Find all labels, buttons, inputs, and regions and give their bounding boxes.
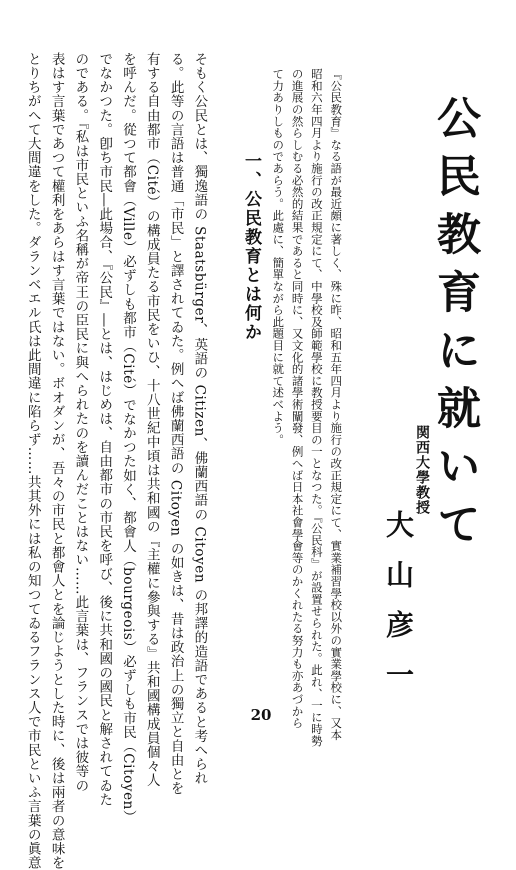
intro-line: の進展の然らしむる必然的結果であると同時に、又文化的諸學術闡發、例へば日本社會學會等のかくれたる努力も亦あづから (290, 68, 305, 729)
author-affiliation: 関西大學教授 (414, 425, 430, 515)
body-line: 表はす言葉であつて權利をあらはす言葉ではない。ボオダンが、吾々の市民と都會人とを論じようとした時に、後は兩者の意味を (48, 52, 65, 870)
author-name: 大山彦一 (382, 510, 415, 710)
section-heading: 一、公民教育とは何か (241, 152, 261, 342)
body-line: のである。『私は市民といふ名稱が帝王の臣民に與へられたのを讀んだことはない……此言葉は、フランスでは彼等の (72, 52, 89, 793)
body-line: そもく公民とは、獨逸語の Staatsbürger、英語の Citizen、佛蘭西語の Citoyen の邦譯的造語であると考へられ (191, 52, 208, 786)
body-line: る。此等の言語は普通「市民」と譯されてゐた。例へば佛蘭西語の Citoyen の如きは、昔は政治上の獨立と自由とを (167, 52, 184, 796)
intro-paragraph (268, 68, 345, 747)
body-line: でなかつた。卽ち市民―此場合、『公民』―とは、はじめは、自由都市の市民を呼び、後に共和國の國民と解されてゐた (96, 52, 113, 807)
body-text (20, 52, 210, 870)
body-line: とりちがへて大間違をした。ダランベエル氏は此間違に陷らず……共其外には私の知つてゐるフランス人で市民といふ言葉の眞意 (24, 52, 41, 870)
page-number: 20 (250, 706, 272, 724)
intro-line: て力ありしものであらう。此處に、簡單ながら此題目に就て述べよう。 (271, 68, 286, 446)
intro-line: 『公民教育』なる語が最近頗に著しく、殊に昨、昭和五年四月より施行の改正規定にて、實業補習學校以外の實業學校に、又本 (329, 68, 344, 741)
body-line: を呼んだ。從つて都會（Ville）必ずしも都市（Cité）でなかつた如く、都會人（bourgeois）必ずしも市民（Citoyen） (119, 52, 136, 825)
body-line: 有する自由都市（Cité）の構成員たる市民をいひ、十八世紀中頃は共和國の『主權に參與する』共和國構成員個々人 (143, 52, 160, 788)
article-title: 公民教育に就いて (429, 95, 480, 559)
intro-line: 昭和六年四月より施行の改正規定にて、中學校及師範學校に教授要目の一となつた。『公民科』が設置せられた。此れ、一に時勢 (309, 68, 324, 747)
